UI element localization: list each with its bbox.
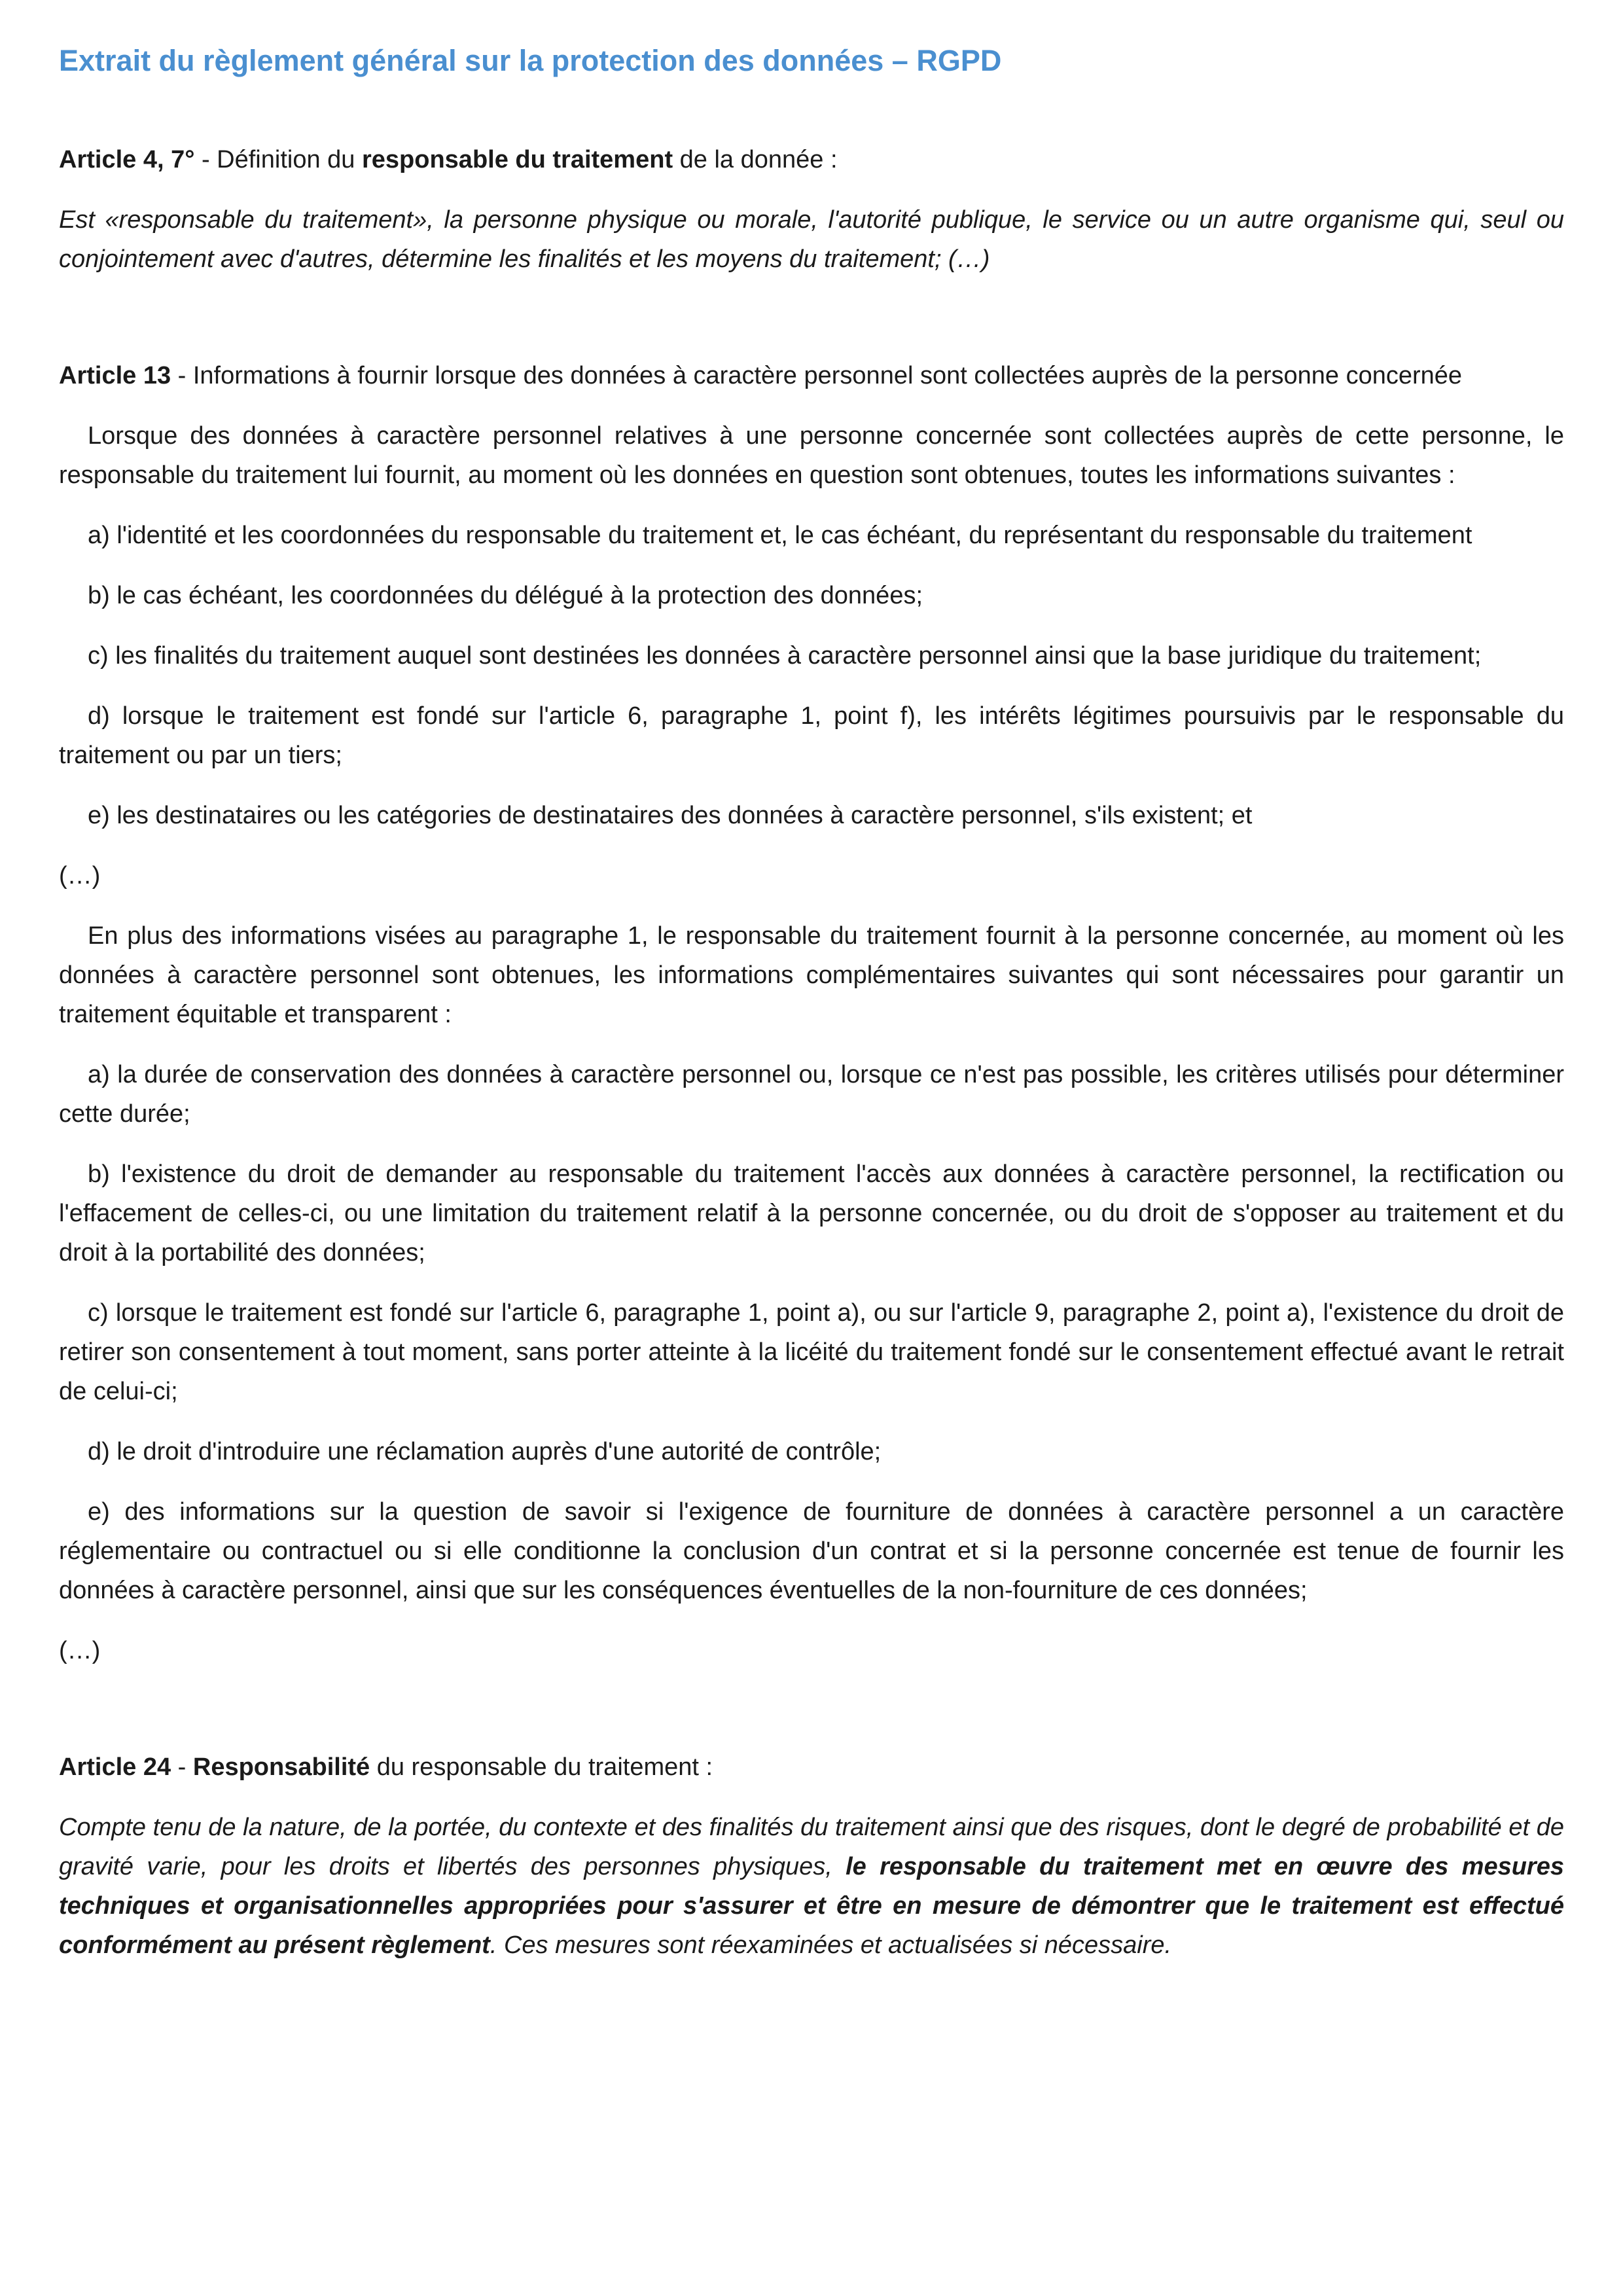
article4-label: Article 4, 7° xyxy=(59,146,195,173)
article24-quote-bold: le responsable du traitement met en œuvre des mesures techniques et organisationnelles appropriées pour s'assurer et être en mesure de démontrer que le traitement est effectué conformément au présent règlement xyxy=(59,1853,1564,1959)
article13-ellipsis1: (…) xyxy=(59,862,101,889)
article13-ellipsis2: (…) xyxy=(59,1637,101,1664)
article4-quote: Est «responsable du traitement», la personne physique ou morale, l'autorité publique, le service ou un autre organisme qui, seul ou conjointement avec d'autres, détermine les finalités et les moyens du traitement; (…) xyxy=(59,206,1564,273)
article13-list2-item: a) la durée de conservation des données à caractère personnel ou, lorsque ce n'est pas possible, les critères utilisés pour déterminer cette durée; xyxy=(59,1061,1564,1128)
article24-sep: - xyxy=(171,1753,193,1781)
article13-list2-item: b) l'existence du droit de demander au responsable du traitement l'accès aux données à caractère personnel, la rectification ou l'effacement de celles-ci, ou une limitation du traitement relatif à la personne concernée, ou du droit de s'opposer au traitement et du droit à la portabilité des données; xyxy=(59,1160,1564,1266)
article13-list1-item: a) l'identité et les coordonnées du responsable du traitement et, le cas échéant, du représentant du responsable du traitement xyxy=(88,522,1472,549)
article4-sep: - Définition du xyxy=(194,146,362,173)
article13-heading-text: - Informations à fournir lorsque des données à caractère personnel sont collectées auprès de la personne concernée xyxy=(171,362,1463,389)
article4-suffix: de la donnée : xyxy=(673,146,838,173)
article24-quote-end: . Ces mesures sont réexaminées et actualisées si nécessaire. xyxy=(490,1931,1172,1959)
article13-list1-item: b) le cas échéant, les coordonnées du délégué à la protection des données; xyxy=(88,582,923,609)
article24-term: Responsabilité xyxy=(192,1753,370,1781)
article13-list2-item: e) des informations sur la question de savoir si l'exigence de fourniture de données à caractère personnel a un caractère réglementaire ou contractuel ou si elle conditionne la conclusion d'un contrat et si la personne concernée est tenue de fournir les données à caractère personnel, ainsi que sur les conséquences éventuelles de la non-fourniture de ces données; xyxy=(59,1498,1564,1604)
article13-intro2: En plus des informations visées au paragraphe 1, le responsable du traitement fournit à la personne concernée, au moment où les données à caractère personnel sont obtenues, les informations complémentaires suivantes qui sont nécessaires pour garantir un traitement équitable et transparent : xyxy=(59,922,1564,1028)
article4-heading xyxy=(59,140,1564,179)
article24-quote-start: Compte tenu de la nature, de la portée, du contexte et des finalités du traitement ainsi que des risques, dont le degré de probabilité et de gravité varie, pour les droits et libertés des personnes physiques, xyxy=(59,1814,1564,1880)
document-content xyxy=(59,41,1564,1965)
document-title: Extrait du règlement général sur la protection des données – RGPD xyxy=(59,44,1002,77)
article13-list1-item: e) les destinataires ou les catégories de destinataires des données à caractère personnel, s'ils existent; et xyxy=(88,802,1253,829)
article4-term: responsable du traitement xyxy=(361,146,673,173)
article24-suffix: du responsable du traitement : xyxy=(370,1753,713,1781)
article24-heading xyxy=(59,1748,1564,1787)
article13-heading xyxy=(59,356,1564,395)
article13-list2-item: c) lorsque le traitement est fondé sur l'article 6, paragraphe 1, point a), ou sur l'article 9, paragraphe 2, point a), l'existence du droit de retirer son consentement à tout moment, sans porter atteinte à la licéité du traitement fondé sur le consentement effectué avant le retrait de celui-ci; xyxy=(59,1299,1564,1405)
article24-quote xyxy=(59,1808,1564,1965)
article13-intro1: Lorsque des données à caractère personnel relatives à une personne concernée sont collectées auprès de cette personne, le responsable du traitement lui fournit, au moment où les données en question sont obtenues, toutes les informations suivantes : xyxy=(59,422,1564,489)
article24-label: Article 24 xyxy=(59,1753,171,1781)
article13-list1-item: d) lorsque le traitement est fondé sur l'article 6, paragraphe 1, point f), les intérêts légitimes poursuivis par le responsable du traitement ou par un tiers; xyxy=(59,702,1564,769)
article13-list2-item: d) le droit d'introduire une réclamation auprès d'une autorité de contrôle; xyxy=(88,1438,882,1465)
article13-list1-item: c) les finalités du traitement auquel sont destinées les données à caractère personnel ainsi que la base juridique du traitement; xyxy=(88,642,1482,670)
article13-label: Article 13 xyxy=(59,362,171,389)
